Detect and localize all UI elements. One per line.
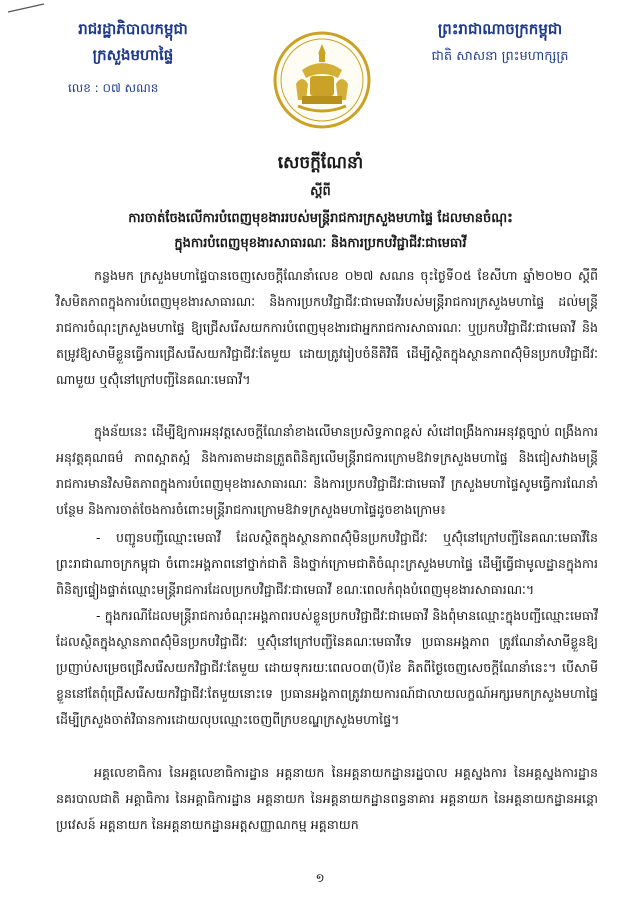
- title-about: ស្តីពី: [310, 184, 331, 199]
- issuing-ministry-header: [58, 20, 208, 98]
- reference-number: លេខ : ០៧ សណន: [68, 81, 159, 95]
- kingdom-header: [410, 20, 590, 67]
- body-bullet-1: - បញ្ជូនបញ្ជីឈ្មោះមេធាវី ដែលស្ថិតក្នុងស្ថានភាពស៊ុំមិនប្រកបវិជ្ជាជីវៈ ឬស៊ុំនៅក្រៅបញ្ជីនៃគណៈមេធាវីនៃព្រះរាជាណាចក្រកម្ពុជា ចំពោះអង្គភាពនៅថ្នាក់ជាតិ និងថ្នាក់ក្រោមជាតិចំណុះក្រសួងមហាផ្ទៃ ដើម្បីធ្វើជាមូលដ្ឋានក្នុងការពិនិត្យផ្ទៀងផ្ទាត់ឈ្មោះមន្ត្រីរាជការដែលប្រកបវិជ្ជាជីវៈជាមេធាវី ខណៈពេលកំពុងបំពេញមុខងារសាធារណៈ។: [56, 530, 598, 597]
- body-paragraph-3: អគ្គលេខាធិការ នៃអគ្គលេខាធិការដ្ឋាន អគ្គនាយក នៃអគ្គនាយកដ្ឋានរដ្ឋបាល អគ្គស្នងការ នៃអគ្គស្នងការដ្ឋាននគរបាលជាតិ អគ្គាធិការ នៃអគ្គាធិការដ្ឋាន អគ្គនាយក នៃអគ្គនាយកដ្ឋានពន្ធនាគារ អគ្គនាយក នៃអគ្គនាយកដ្ឋានអន្តោប្រវេសន៍ អគ្គនាយក នៃអគ្គនាយកដ្ឋានអត្តសញ្ញាណកម្ម អគ្គនាយក: [56, 765, 598, 832]
- kingdom-name: ព្រះរាជាណាចក្រកម្ពុជា: [437, 20, 563, 38]
- body-paragraph-2: ក្នុងន័យនេះ ដើម្បីឱ្យការអនុវត្តសេចក្តីណែនាំខាងលើមានប្រសិទ្ធភាពខ្ពស់ សំដៅពង្រឹងការអនុវត្តច្បាប់ ពង្រឹងការអនុវត្តគុណធម៌ ភាពស្អាតស្អំ និងការតាមដានត្រួតពិនិត្យលើមន្ត្រីរាជការក្រោមឱវាទក្រសួងមហាផ្ទៃ និងជៀសវាងមន្ត្រីរាជការមានវិសមិតភាពក្នុងការបំពេញមុខងារសាធារណៈ និងការប្រកបវិជ្ជាជីវៈជាមេធាវី ក្រសួងមហាផ្ទៃសូមធ្វើការណែនាំបន្ថែម និងការចាត់ចែងការចំពោះមន្ត្រីរាជការក្រោមឱវាទក្រសួងមហាផ្ទៃដូចខាងក្រោម៖: [56, 424, 598, 517]
- government-name: រាជរដ្ឋាភិបាលកម្ពុជា: [78, 20, 188, 38]
- body-paragraph-1: កន្លងមក ក្រសួងមហាផ្ទៃបានចេញសេចក្តីណែនាំលេខ ០២៧ សណន ចុះថ្ងៃទី០៥ ខែសីហា ឆ្នាំ២០២០ ស្តីពីវិសមិតភាពក្នុងការបំពេញមុខងារសាធារណៈ និងការប្រកបវិជ្ជាជីវៈជាមេធាវីរបស់មន្ត្រីរាជការក្រសួងមហាផ្ទៃ ដល់មន្ត្រីរាជការចំណុះក្រសួងមហាផ្ទៃ ឱ្យជ្រើសរើសយកការបំពេញមុខងារជាអ្នករាជការសាធារណៈ ឬប្រកបវិជ្ជាជីវៈជាមេធាវី និងតម្រូវឱ្យសាមីខ្លួនធ្វើការជ្រើសរើសយកវិជ្ជាជីវៈតែមួយ ដោយត្រូវរៀបចំនីតិវិធី ដើម្បីស្ថិតក្នុងស្ថានភាពស៊ុំមិនប្រកបវិជ្ជាជីវៈណាមួយ ឬស៊ុំនៅក្រៅបញ្ជីនៃគណៈមេធាវី។: [56, 268, 598, 387]
- ministry-name: ក្រសួងមហាផ្ទៃ: [92, 46, 174, 64]
- subject-line-2: ក្នុងការបំពេញមុខងារសាធារណៈ និងការប្រកបវិជ្ជាជីវៈជាមេធាវី: [174, 236, 467, 251]
- document-title-block: [60, 152, 581, 254]
- page-number: ១: [315, 871, 325, 885]
- body-bullet-2: - ក្នុងករណីដែលមន្ត្រីរាជការចំណុះអង្គភាពរបស់ខ្លួនប្រកបវិជ្ជាជីវៈជាមេធាវី និងពុំមានឈ្មោះក្នុងបញ្ជីឈ្មោះមេធាវីដែលស្ថិតក្នុងស្ថានភាពស៊ុំមិនប្រកបវិជ្ជាជីវៈ ឬស៊ុំនៅក្រៅបញ្ជីនៃគណៈមេធាវីទេ ប្រធានអង្គភាព ត្រូវណែនាំសាមីខ្លួនឱ្យប្រញាប់សម្រេចជ្រើសរើសយកវិជ្ជាជីវៈតែមួយ ដោយទុករយៈពេល០៣(បី)ខែ គិតពីថ្ងៃចេញសេចក្តីណែនាំនេះ។ បើសាមីខ្លួននៅតែពុំជ្រើសរើសយកវិជ្ជាជីវៈតែមួយនោះទេ ប្រធានអង្គភាពត្រូវរាយការណ៍ជាលាយលក្ខណ៍អក្សរមកក្រសួងមហាផ្ទៃ ដើម្បីក្រសួងចាត់វិធានការដោយលុបឈ្មោះចេញពីក្របខណ្ឌក្រសួងមហាផ្ទៃ។: [56, 608, 598, 727]
- document-type: សេចក្តីណែនាំ: [277, 153, 364, 173]
- national-motto: ជាតិ សាសនា ព្រះមហាក្សត្រ: [431, 49, 569, 64]
- royal-seal-icon: [272, 30, 372, 130]
- pen-stroke-mark: [6, 2, 46, 14]
- subject-line-1: ការចាត់ចែងលើការបំពេញមុខងាររបស់មន្ត្រីរាជការក្រសួងមហាផ្ទៃ ដែលមានចំណុះ: [128, 211, 513, 226]
